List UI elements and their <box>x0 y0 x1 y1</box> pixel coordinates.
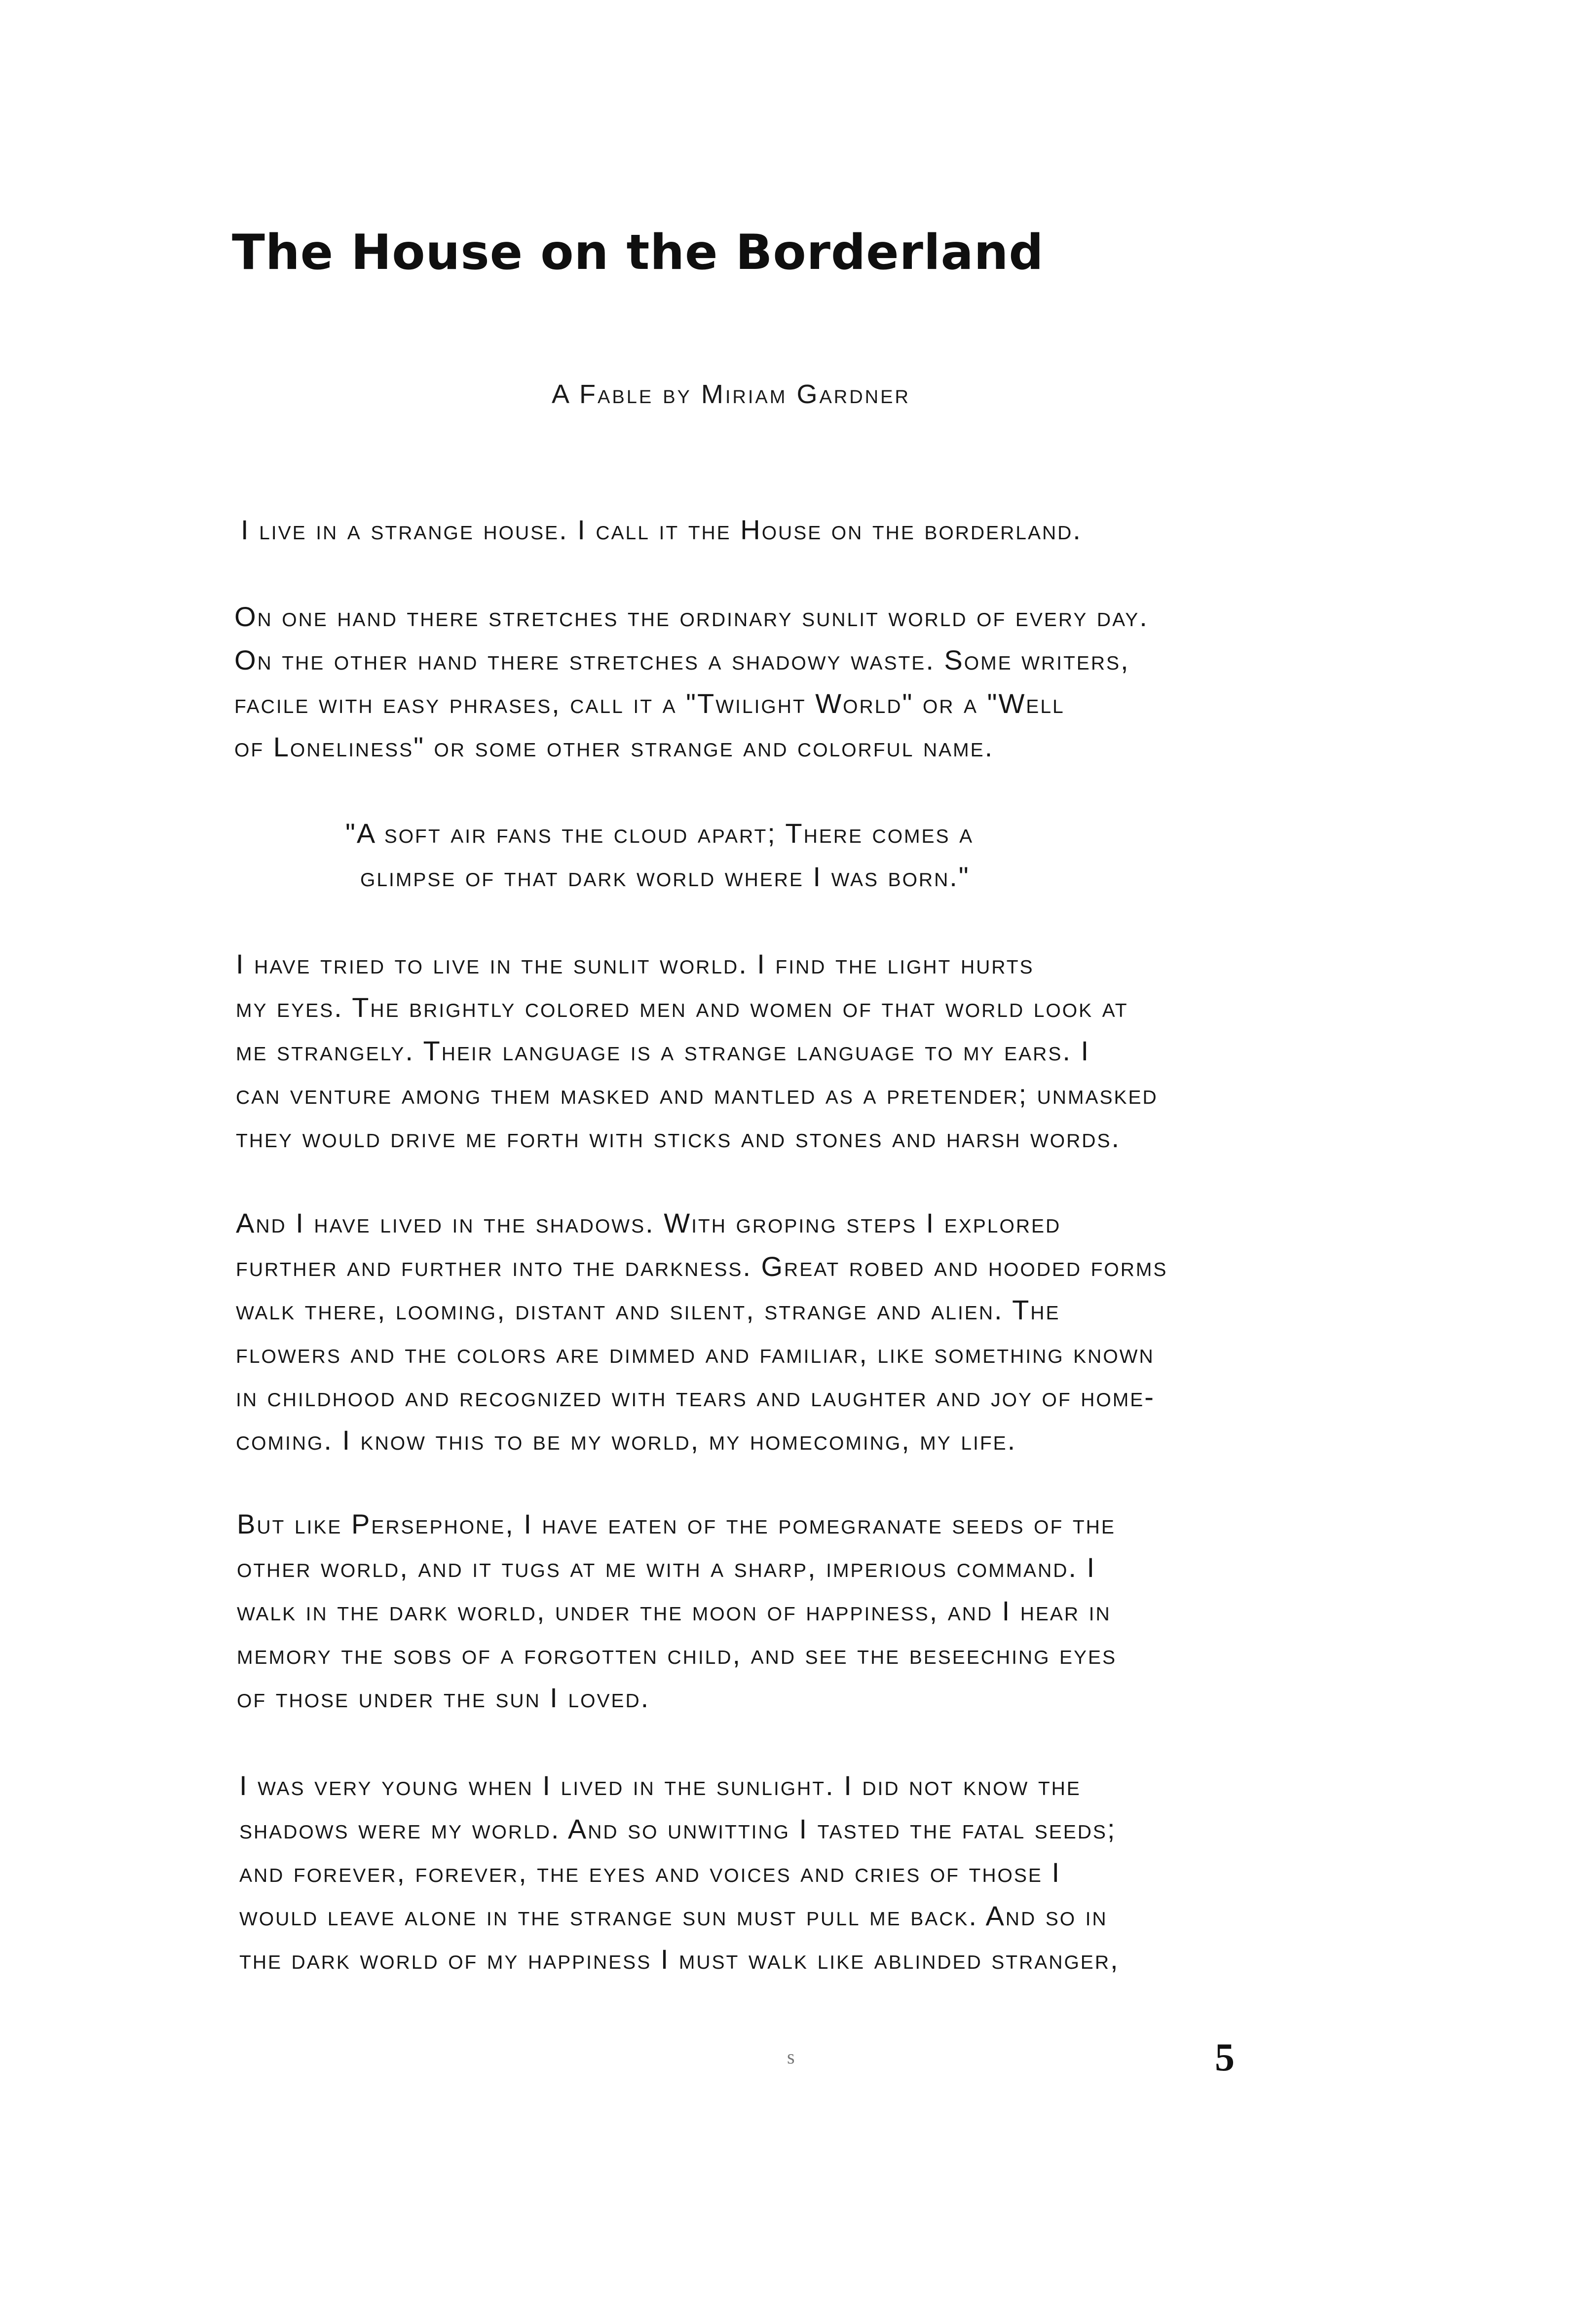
text-line: On the other hand there stretches a shadowy waste. Some writers, <box>234 644 1130 675</box>
text-line: I live in a strange house. I call it the House on the borderland. <box>241 514 1082 545</box>
text-line: flowers and the colors are dimmed and familiar, like something known <box>236 1338 1155 1369</box>
page-number: 5 <box>1215 2036 1235 2079</box>
page-title: The House on the Borderland <box>232 225 1044 281</box>
text-line: shadows were my world. And so unwitting I tasted the fatal seeds; <box>239 1813 1117 1844</box>
quotation <box>345 812 974 899</box>
folio-mark: s <box>787 2046 795 2068</box>
text-line: But like Persephone, I have eaten of the pomegranate seeds of the <box>237 1508 1116 1539</box>
quote-line: "A soft air fans the cloud apart; There comes a <box>345 818 974 849</box>
quote-line: glimpse of that dark world where I was born." <box>360 861 970 892</box>
text-line: On one hand there stretches the ordinary sunlit world of every day. <box>234 601 1149 632</box>
byline: A Fable by Miriam Gardner <box>552 379 910 409</box>
text-line: they would drive me forth with sticks and stones and harsh words. <box>236 1122 1121 1153</box>
text-line: walk there, looming, distant and silent, strange and alien. The <box>236 1294 1060 1325</box>
text-line: and forever, forever, the eyes and voices and cries of those I <box>239 1857 1061 1888</box>
text-line: would leave alone in the strange sun must pull me back. And so in <box>239 1900 1108 1931</box>
text-line: coming. I know this to be my world, my homecoming, my life. <box>236 1424 1017 1456</box>
text-line: can venture among them masked and mantled as a pretender; unmasked <box>236 1079 1158 1110</box>
text-line: And I have lived in the shadows. With groping steps I explored <box>236 1207 1061 1238</box>
text-line: of Loneliness" or some other strange and colorful name. <box>234 731 994 762</box>
text-line: my eyes. The brightly colored men and women of that world look at <box>236 992 1128 1023</box>
text-line: facile with easy phrases, call it a "Twilight World" or a "Well <box>234 688 1065 719</box>
text-line: of those under the sun I loved. <box>237 1682 650 1713</box>
text-line: other world, and it tugs at me with a sharp, imperious command. I <box>237 1552 1096 1583</box>
text-line: the dark world of my happiness I must walk like ablinded stranger, <box>239 1944 1120 1975</box>
text-line: walk in the dark world, under the moon of happiness, and I hear in <box>237 1595 1111 1626</box>
paragraph-4 <box>236 1201 1167 1462</box>
paragraph-3 <box>236 942 1158 1160</box>
text-line: I was very young when I lived in the sunlight. I did not know the <box>239 1770 1081 1801</box>
paragraph-2 <box>234 595 1149 769</box>
text-line: me strangely. Their language is a strange language to my ears. I <box>236 1035 1090 1066</box>
paragraph-1 <box>241 508 1082 552</box>
text-line: in childhood and recognized with tears and laughter and joy of home- <box>236 1381 1155 1412</box>
text-line: further and further into the darkness. Great robed and hooded forms <box>236 1251 1168 1282</box>
text-line: I have tried to live in the sunlit world. I find the light hurts <box>236 948 1034 979</box>
paragraph-5 <box>237 1502 1117 1720</box>
paragraph-6 <box>239 1764 1120 1981</box>
text-line: memory the sobs of a forgotten child, and see the beseeching eyes <box>237 1639 1117 1670</box>
